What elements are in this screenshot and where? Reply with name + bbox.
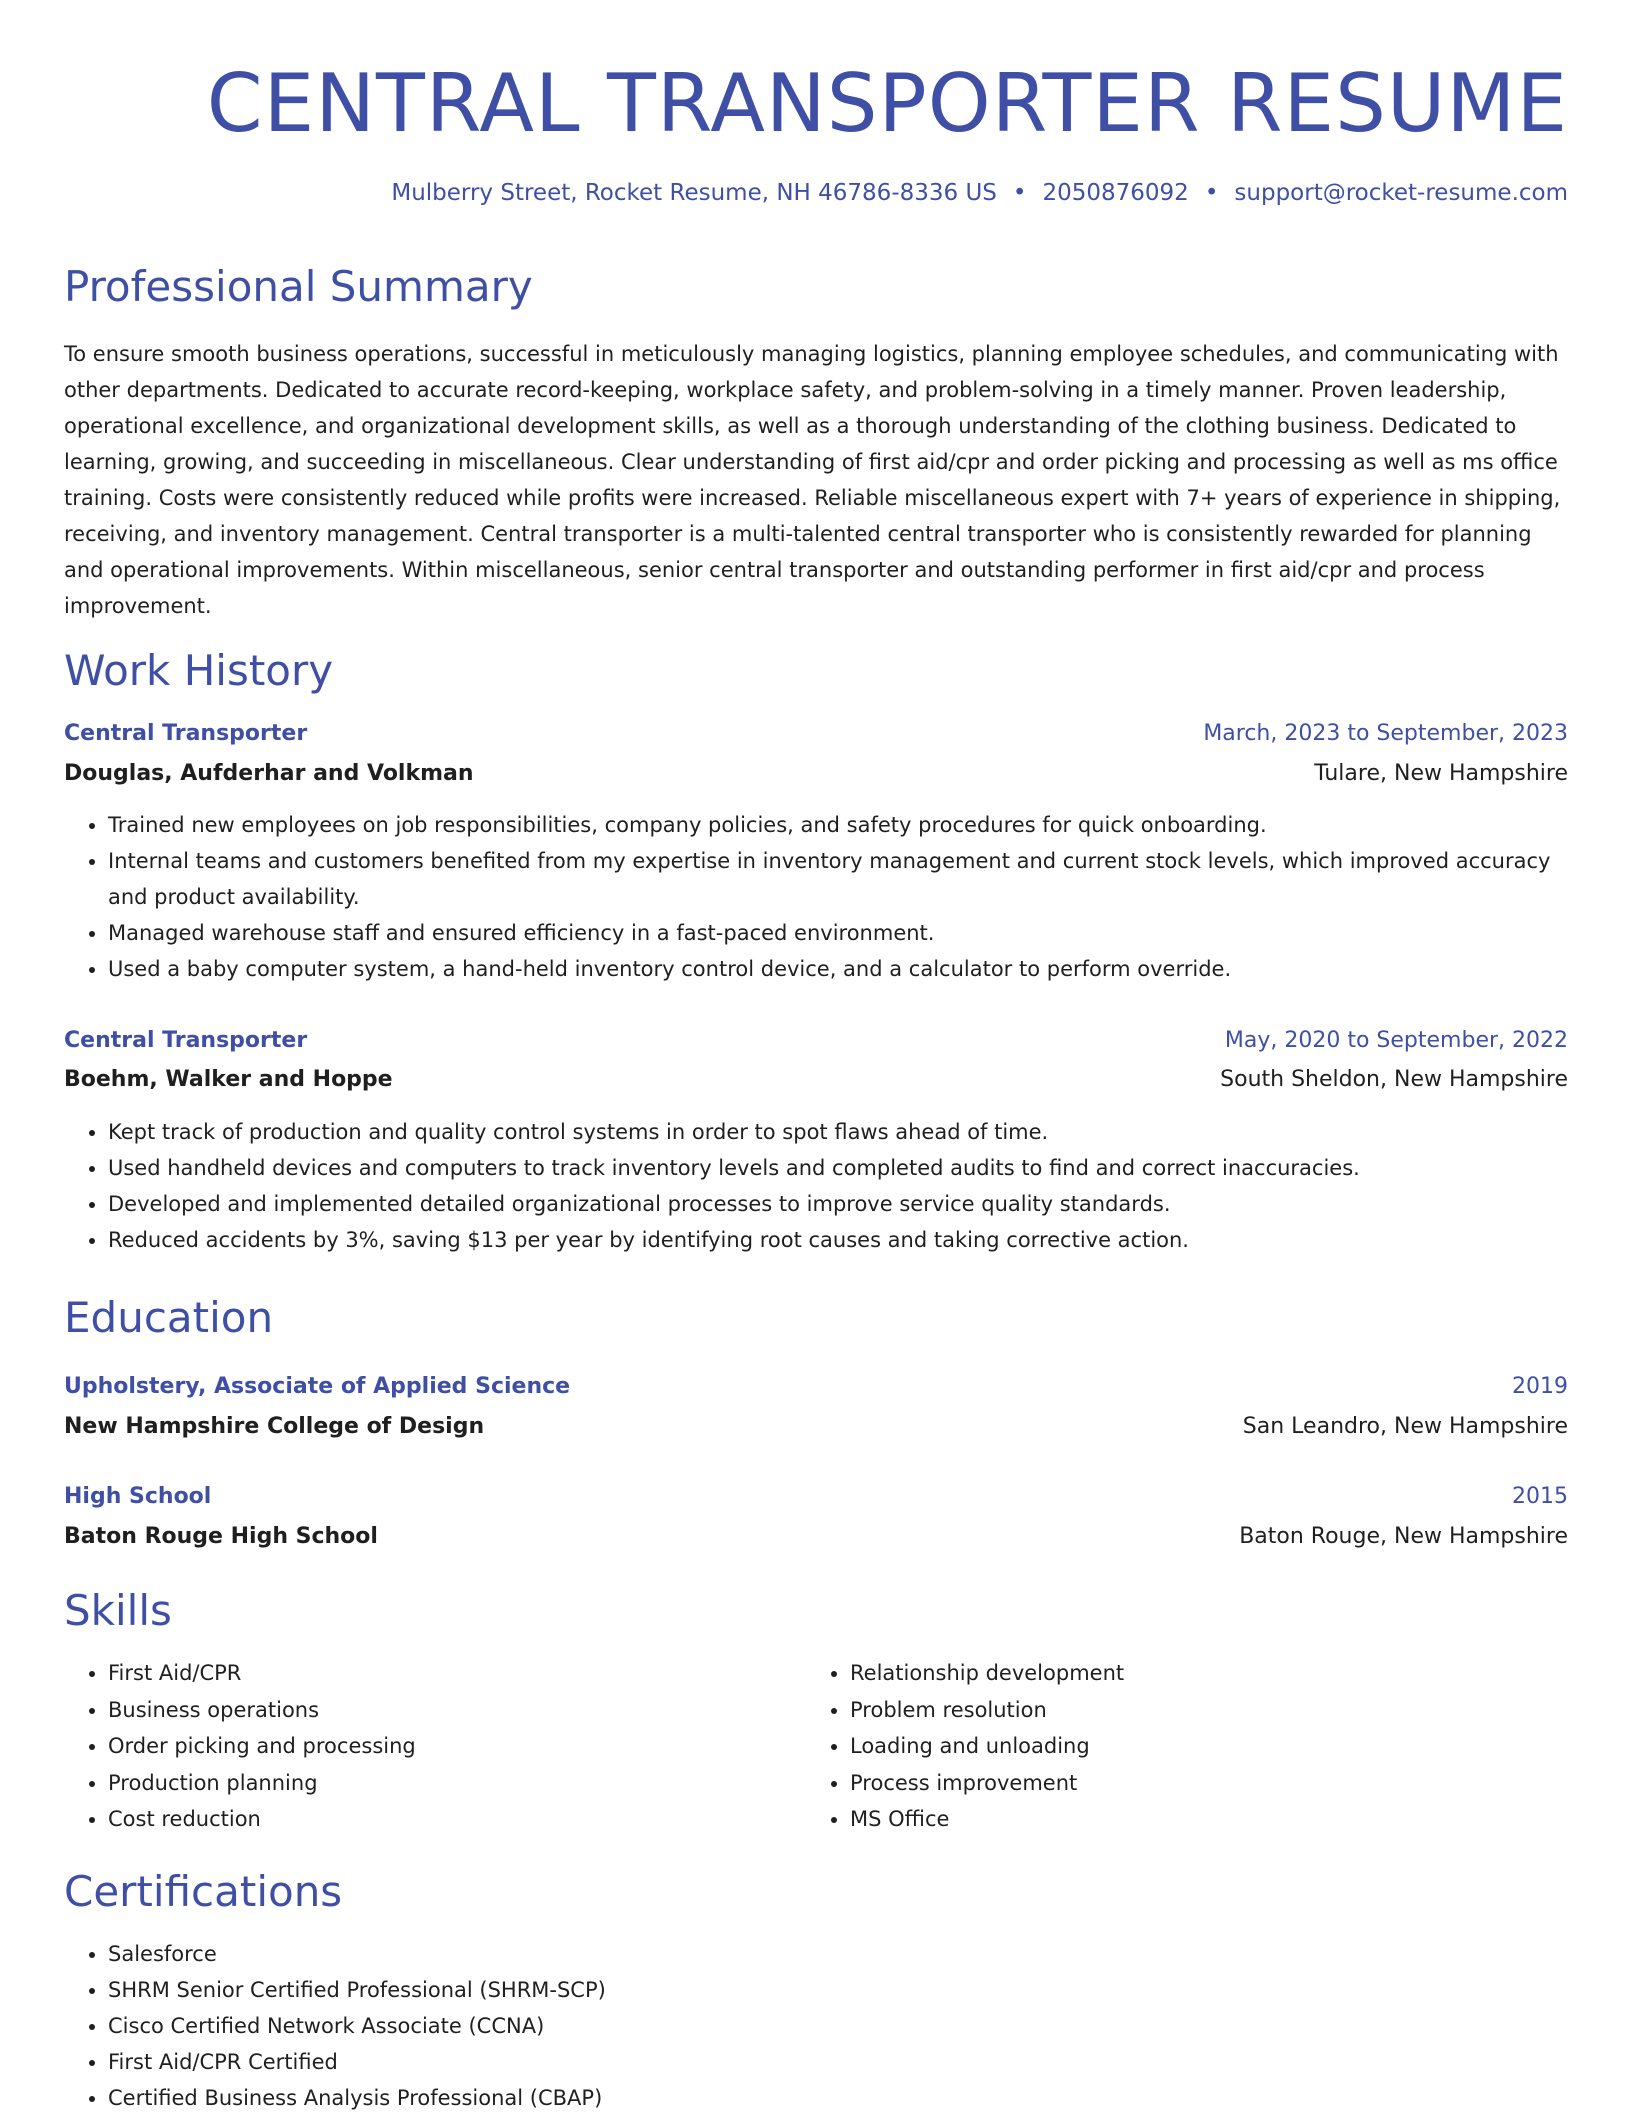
- list-item: • Cisco Certified Network Associate (CCNA): [108, 2008, 1568, 2044]
- degree-row: [64, 1371, 1568, 1403]
- skills-heading: Skills: [64, 1586, 172, 1635]
- list-item: • Trained new employees on job responsibilities, company policies, and safety procedures for quick onboarding.: [108, 807, 1568, 843]
- list-item: • Certified Business Analysis Professional (CBAP): [108, 2080, 1568, 2116]
- school: Baton Rouge High School: [64, 1524, 378, 1549]
- job-company-row: [64, 758, 1568, 790]
- list-item: • Order picking and processing: [108, 1728, 804, 1765]
- job-company: Douglas, Aufderhar and Volkman: [64, 761, 474, 786]
- contact-separator: •: [1012, 180, 1027, 206]
- list-item: • Process improvement: [850, 1765, 1568, 1802]
- school-location: San Leandro, New Hampshire: [1242, 1414, 1568, 1439]
- degree: Upholstery, Associate of Applied Science: [64, 1374, 571, 1399]
- list-item: • Relationship development: [850, 1655, 1568, 1692]
- school-row: [64, 1411, 1568, 1443]
- graduation-year: 2015: [1512, 1484, 1568, 1509]
- list-item: • First Aid/CPR: [108, 1655, 804, 1692]
- job-title: Central Transporter: [64, 721, 308, 746]
- list-item: • Salesforce: [108, 1936, 1568, 1972]
- list-item: • Problem resolution: [850, 1692, 1568, 1729]
- job-title-row: [64, 718, 1568, 750]
- list-item: • First Aid/CPR Certified: [108, 2044, 1568, 2080]
- list-item: • MS Office: [850, 1801, 1568, 1838]
- list-item: • Used a baby computer system, a hand-held inventory control device, and a calculator to perform override.: [108, 951, 1568, 987]
- job-location: Tulare, New Hampshire: [1314, 761, 1568, 786]
- school-location: Baton Rouge, New Hampshire: [1239, 1524, 1568, 1549]
- address: Mulberry Street, Rocket Resume, NH 46786-8336 US: [391, 180, 997, 206]
- school: New Hampshire College of Design: [64, 1414, 485, 1439]
- summary-text: To ensure smooth business operations, successful in meticulously managing logistics, planning employee schedules, and communicating with other departments. Dedicated to accurate record-keeping, workplace safety, and problem-solving in a timely manner. Proven leadership, operational excellence, and organizational development skills, as well as a thorough understanding of the clothing business. Dedicated to learning, growing, and succeeding in miscellaneous. Clear understanding of first aid/cpr and order picking and processing as well as ms office training. Costs were consistently reduced while profits were increased. Reliable miscellaneous expert with 7+ years of experience in shipping, receiving, and inventory management. Central transporter is a multi-talented central transporter who is consistently rewarded for planning and operational improvements. Within miscellaneous, senior central transporter and outstanding performer in first aid/cpr and process improvement.: [64, 342, 1561, 618]
- skills-list-left: [64, 1655, 804, 1838]
- work-history-heading: Work History: [64, 646, 334, 695]
- list-item: • Internal teams and customers benefited from my expertise in inventory management and current stock levels, which improved accuracy and product availability.: [108, 843, 1568, 915]
- degree-row: [64, 1481, 1568, 1513]
- list-item: • Managed warehouse staff and ensured efficiency in a fast-paced environment.: [108, 915, 1568, 951]
- resume-title: CENTRAL TRANSPORTER RESUME: [206, 57, 1568, 150]
- job-location: South Sheldon, New Hampshire: [1220, 1067, 1568, 1092]
- school-row: [64, 1521, 1568, 1553]
- certifications-heading: Certifications: [64, 1867, 343, 1916]
- list-item: • Used handheld devices and computers to track inventory levels and completed audits to find and correct inaccuracies.: [108, 1150, 1568, 1186]
- list-item: • Production planning: [108, 1765, 804, 1802]
- graduation-year: 2019: [1512, 1374, 1568, 1399]
- resume-page: [64, 0, 1568, 2110]
- job-company: Boehm, Walker and Hoppe: [64, 1067, 393, 1092]
- list-item: • SHRM Senior Certified Professional (SHRM-SCP): [108, 1972, 1568, 2008]
- job-title-row: [64, 1025, 1568, 1057]
- list-item: • Developed and implemented detailed organizational processes to improve service quality standards.: [108, 1186, 1568, 1222]
- summary-heading: Professional Summary: [64, 262, 533, 311]
- list-item: • Loading and unloading: [850, 1728, 1568, 1765]
- job-dates: May, 2020 to September, 2022: [1224, 1028, 1568, 1053]
- skills-list-right: [806, 1655, 1568, 1838]
- job-dates: March, 2023 to September, 2023: [1203, 721, 1568, 746]
- job-bullets: [64, 807, 1568, 987]
- degree: High School: [64, 1484, 212, 1509]
- job-title: Central Transporter: [64, 1028, 308, 1053]
- education-heading: Education: [64, 1293, 274, 1342]
- contact-line: [391, 178, 1568, 208]
- job-company-row: [64, 1064, 1568, 1096]
- list-item: • Cost reduction: [108, 1801, 804, 1838]
- certifications-list: [64, 1936, 1568, 2116]
- list-item: • Business operations: [108, 1692, 804, 1729]
- contact-separator: •: [1204, 180, 1219, 206]
- job-bullets: [64, 1114, 1568, 1258]
- list-item: • Kept track of production and quality control systems in order to spot flaws ahead of time.: [108, 1114, 1568, 1150]
- list-item: • Reduced accidents by 3%, saving $13 per year by identifying root causes and taking corrective action.: [108, 1222, 1568, 1258]
- phone: 2050876092: [1042, 180, 1189, 206]
- email-link[interactable]: support@rocket-resume.com: [1234, 180, 1568, 206]
